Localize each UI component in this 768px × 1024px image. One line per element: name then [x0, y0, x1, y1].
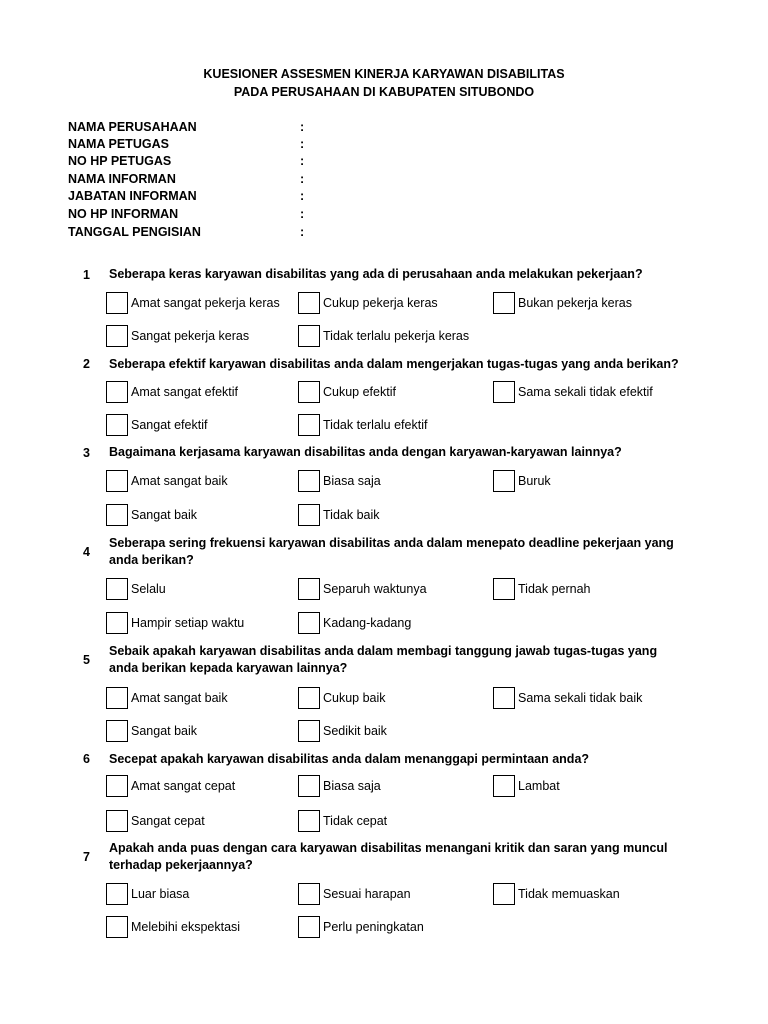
checkbox-box[interactable]: [493, 381, 515, 403]
checkbox-box[interactable]: [298, 381, 320, 403]
option-checkbox[interactable]: [493, 686, 642, 710]
option-label: Bukan pekerja keras: [518, 296, 632, 310]
option-label: Sesuai harapan: [323, 887, 411, 901]
question-text: Secepat apakah karyawan disabilitas anda dalam menanggapi permintaan anda?: [109, 752, 590, 766]
option-checkbox[interactable]: [106, 469, 228, 493]
checkbox-box[interactable]: [106, 292, 128, 314]
option-checkbox[interactable]: [106, 809, 205, 833]
checkbox-box[interactable]: [106, 687, 128, 709]
checkbox-box[interactable]: [493, 775, 515, 797]
field-label-nama-perusahaan: NAMA PERUSAHAAN: [68, 120, 197, 134]
option-checkbox[interactable]: [493, 577, 591, 601]
option-label: Tidak terlalu efektif: [323, 418, 428, 432]
option-label: Sangat efektif: [131, 418, 208, 432]
question-text: Seberapa efektif karyawan disabilitas anda dalam mengerjakan tugas-tugas yang anda berikan?: [109, 357, 679, 371]
option-checkbox[interactable]: [298, 503, 380, 527]
option-label: Amat sangat baik: [131, 691, 228, 705]
question-text: Bagaimana kerjasama karyawan disabilitas anda dengan karyawan-karyawan lainnya?: [109, 445, 622, 459]
option-label: Cukup efektif: [323, 385, 396, 399]
option-checkbox[interactable]: [106, 611, 244, 635]
option-checkbox[interactable]: [106, 413, 207, 437]
option-checkbox[interactable]: [106, 577, 166, 601]
option-label: Cukup pekerja keras: [323, 296, 438, 310]
option-label: Sama sekali tidak baik: [518, 691, 643, 705]
checkbox-box[interactable]: [106, 414, 128, 436]
checkbox-box[interactable]: [493, 470, 515, 492]
option-label: Perlu peningkatan: [323, 920, 424, 934]
option-label: Amat sangat efektif: [131, 385, 239, 399]
option-label: Biasa saja: [323, 474, 381, 488]
option-label: Buruk: [518, 474, 551, 488]
option-label: Selalu: [131, 582, 166, 596]
option-checkbox[interactable]: [493, 291, 632, 315]
option-checkbox[interactable]: [493, 774, 560, 798]
option-checkbox[interactable]: [106, 503, 197, 527]
option-checkbox[interactable]: [298, 413, 427, 437]
option-checkbox[interactable]: [298, 774, 381, 798]
field-label-nama-informan: NAMA INFORMAN: [68, 172, 176, 186]
checkbox-box[interactable]: [493, 292, 515, 314]
option-checkbox[interactable]: [298, 809, 387, 833]
option-label: Amat sangat pekerja keras: [131, 296, 280, 310]
option-checkbox[interactable]: [298, 324, 469, 348]
form-title-line1: KUESIONER ASSESMEN KINERJA KARYAWAN DISABILITAS: [203, 67, 565, 81]
checkbox-box[interactable]: [106, 720, 128, 742]
option-checkbox[interactable]: [106, 324, 249, 348]
option-checkbox[interactable]: [106, 774, 235, 798]
option-label: Amat sangat cepat: [131, 779, 236, 793]
option-label: Kadang-kadang: [323, 616, 412, 630]
option-checkbox[interactable]: [298, 469, 381, 493]
checkbox-box[interactable]: [298, 292, 320, 314]
option-label: Tidak baik: [323, 508, 380, 522]
option-checkbox[interactable]: [298, 380, 396, 404]
option-label: Sangat baik: [131, 724, 198, 738]
option-label: Sangat baik: [131, 508, 198, 522]
form-title-line2: PADA PERUSAHAAN DI KABUPATEN SITUBONDO: [233, 85, 535, 99]
option-label: Cukup baik: [323, 691, 386, 705]
checkbox-box[interactable]: [106, 883, 128, 905]
option-checkbox[interactable]: [298, 577, 427, 601]
field-label-no-hp-informan: NO HP INFORMAN: [68, 207, 179, 221]
field-colon: :: [300, 172, 305, 186]
question-text: Apakah anda puas dengan cara karyawan disabilitas menangani kritik dan saran yang muncul terhadap pekerjaannya?: [109, 841, 668, 872]
field-label-no-hp-petugas: NO HP PETUGAS: [68, 154, 172, 168]
question-text: Sebaik apakah karyawan disabilitas anda dalam membagi tanggung jawab tugas-tugas yang anda berikan kepada karyawan lainnya?: [109, 644, 658, 675]
checkbox-box[interactable]: [298, 504, 320, 526]
checkbox-box[interactable]: [298, 470, 320, 492]
question-number: 4: [83, 545, 90, 559]
option-checkbox[interactable]: [106, 380, 238, 404]
checkbox-box[interactable]: [106, 612, 128, 634]
checkbox-box[interactable]: [298, 775, 320, 797]
option-checkbox[interactable]: [106, 882, 189, 906]
option-label: Tidak terlalu pekerja keras: [323, 329, 470, 343]
checkbox-box[interactable]: [298, 720, 320, 742]
checkbox-box[interactable]: [298, 916, 320, 938]
checkbox-box[interactable]: [106, 775, 128, 797]
option-checkbox[interactable]: [493, 469, 551, 493]
checkbox-box[interactable]: [298, 612, 320, 634]
checkbox-box[interactable]: [298, 883, 320, 905]
option-label: Tidak pernah: [518, 582, 591, 596]
option-checkbox[interactable]: [298, 719, 387, 743]
option-checkbox[interactable]: [106, 719, 197, 743]
option-checkbox[interactable]: [298, 611, 411, 635]
question-number: 2: [83, 357, 90, 371]
checkbox-box[interactable]: [106, 810, 128, 832]
option-label: Sangat pekerja keras: [131, 329, 250, 343]
checkbox-box[interactable]: [106, 470, 128, 492]
question-number: 5: [83, 653, 90, 667]
question-text: Seberapa keras karyawan disabilitas yang ada di perusahaan anda melakukan pekerjaan?: [109, 267, 643, 281]
field-colon: :: [300, 207, 305, 221]
option-checkbox[interactable]: [493, 380, 653, 404]
option-checkbox[interactable]: [493, 882, 620, 906]
option-label: Biasa saja: [323, 779, 381, 793]
question-number: 6: [83, 752, 90, 766]
option-label: Separuh waktunya: [323, 582, 427, 596]
checkbox-box[interactable]: [106, 916, 128, 938]
field-colon: :: [300, 225, 305, 239]
option-checkbox[interactable]: [298, 686, 386, 710]
option-checkbox[interactable]: [298, 291, 438, 315]
field-colon: :: [300, 137, 305, 151]
question-number: 7: [83, 850, 90, 864]
question-number: 3: [83, 446, 90, 460]
checkbox-box[interactable]: [493, 883, 515, 905]
question-number: 1: [83, 268, 90, 282]
field-label-nama-petugas: NAMA PETUGAS: [68, 137, 169, 151]
option-label: Sangat cepat: [131, 814, 205, 828]
checkbox-box[interactable]: [298, 687, 320, 709]
checkbox-box[interactable]: [106, 578, 128, 600]
option-label: Sedikit baik: [323, 724, 387, 738]
option-checkbox[interactable]: [106, 915, 240, 939]
field-label-jabatan-informan: JABATAN INFORMAN: [68, 189, 197, 203]
field-label-tanggal-pengisian: TANGGAL PENGISIAN: [68, 225, 201, 239]
checkbox-box[interactable]: [493, 687, 515, 709]
checkbox-box[interactable]: [298, 414, 320, 436]
checkbox-box[interactable]: [298, 325, 320, 347]
checkbox-box[interactable]: [106, 504, 128, 526]
option-label: Melebihi ekspektasi: [131, 920, 241, 934]
option-label: Hampir setiap waktu: [131, 616, 245, 630]
question-text: Seberapa sering frekuensi karyawan disabilitas anda dalam menepato deadline pekerjaan yang anda berikan?: [109, 536, 674, 567]
option-checkbox[interactable]: [106, 291, 280, 315]
option-label: Lambat: [518, 779, 560, 793]
checkbox-box[interactable]: [106, 325, 128, 347]
option-label: Sama sekali tidak efektif: [518, 385, 653, 399]
option-checkbox[interactable]: [106, 686, 228, 710]
option-label: Tidak cepat: [323, 814, 388, 828]
field-colon: :: [300, 154, 305, 168]
checkbox-box[interactable]: [493, 578, 515, 600]
checkbox-box[interactable]: [298, 578, 320, 600]
field-colon: :: [300, 189, 305, 203]
option-label: Amat sangat baik: [131, 474, 228, 488]
option-checkbox[interactable]: [298, 915, 424, 939]
checkbox-box[interactable]: [106, 381, 128, 403]
checkbox-box[interactable]: [298, 810, 320, 832]
field-colon: :: [300, 120, 305, 134]
option-label: Tidak memuaskan: [518, 887, 620, 901]
option-checkbox[interactable]: [298, 882, 411, 906]
option-label: Luar biasa: [131, 887, 190, 901]
